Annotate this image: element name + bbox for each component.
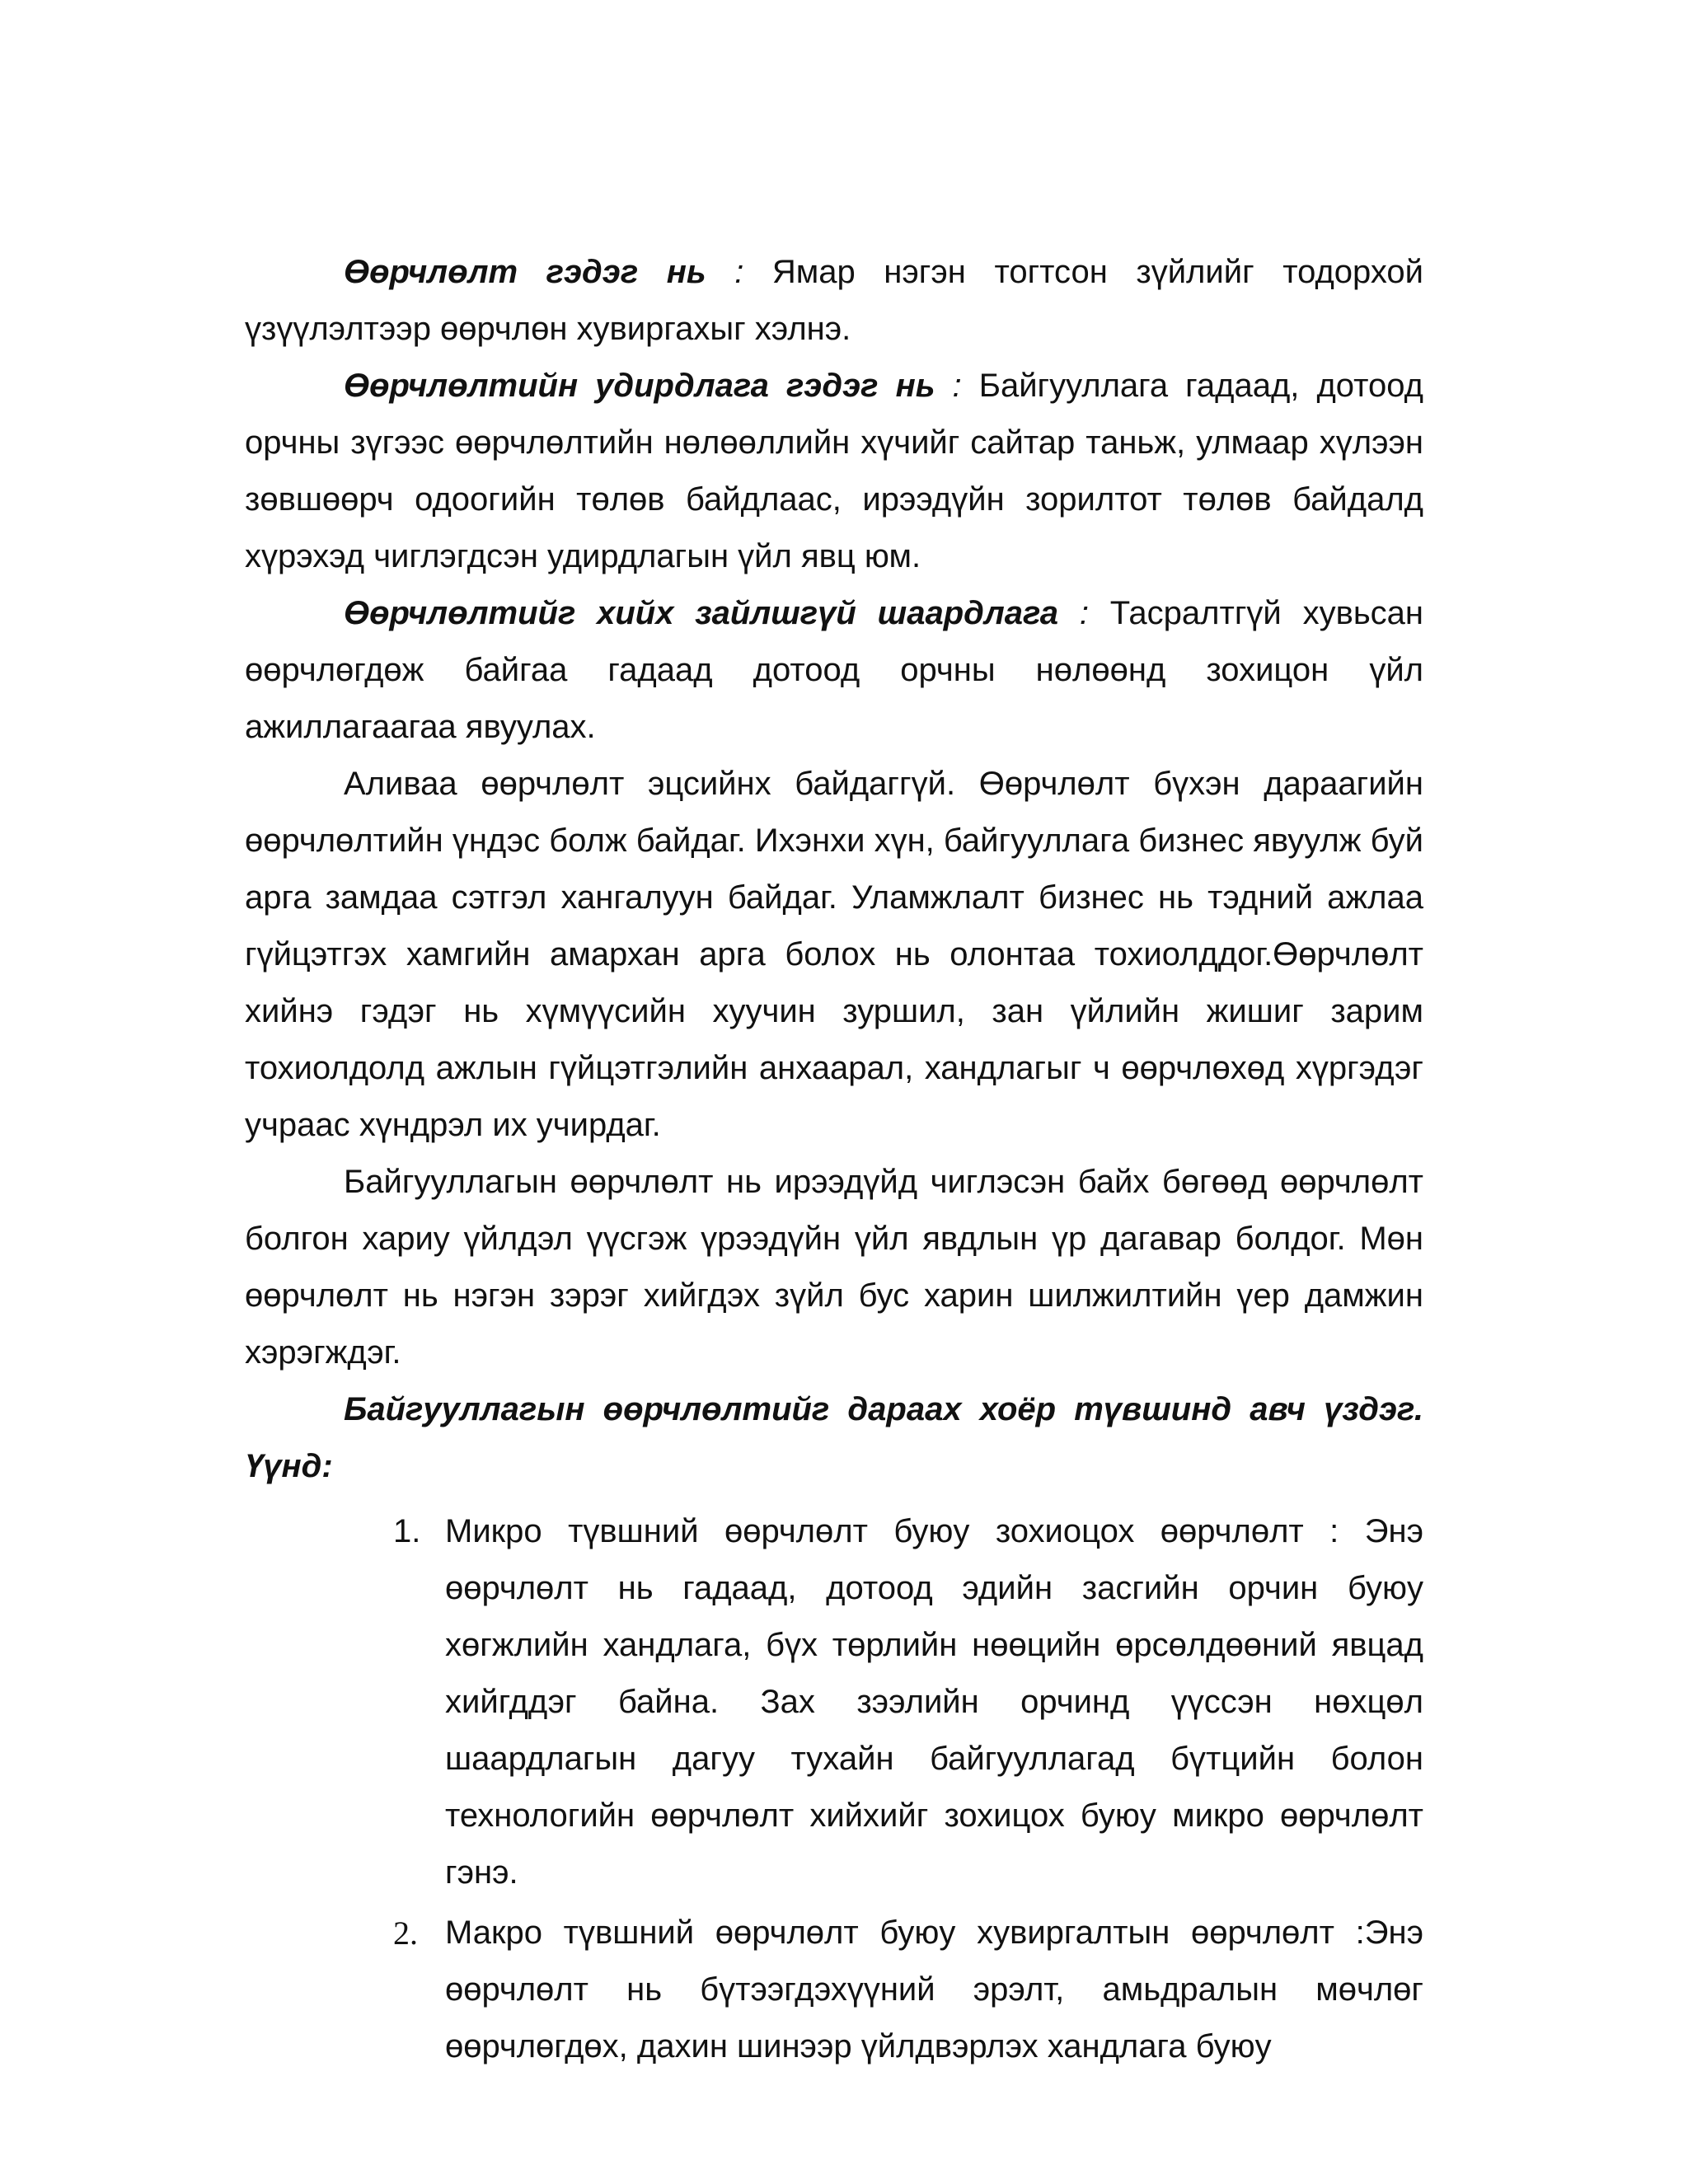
- definition-paragraph-change: [245, 244, 1423, 358]
- body-paragraph: Байгууллагын өөрчлөлт нь ирээдүйд чиглэсэн байх бөгөөд өөрчлөлт болгон хариу үйлдэл үүсгэж үрээдүйн үйл явдлын үр дагавар болдог. Мөн өөрчлөлт нь нэгэн зэрэг хийгдэх зүйл бус харин шилжилтийн үер дамжин хэрэгждэг.: [245, 1164, 1423, 1371]
- list-item-number: 1.: [393, 1513, 421, 1549]
- definition-text: Ямар нэгэн тогтсон зүйлийг тодорхой үзүүлэлтээр өөрчлөн хувиргахыг хэлнэ.: [245, 254, 1423, 347]
- body-paragraph: Аливаа өөрчлөлт эцсийнх байдаггүй. Өөрчлөлт бүхэн дараагийн өөрчлөлтийн үндэс болж байдаг. Ихэнхи хүн, байгууллага бизнес явуулж буй арга замдаа сэтгэл хангалуун байдаг. Уламжлалт бизнес нь тэдний ажлаа гүйцэтгэх хамгийн амархан арга болох нь олонтаа тохиолддог.Өөрчлөлт хийнэ гэдэг нь хүмүүсийн хуучин зуршил, зан үйлийн жишиг зарим тохиолдолд ажлын гүйцэтгэлийн анхаарал, хандлагыг ч өөрчлөхөд хүргэдэг учраас хүндрэл их учирдаг.: [245, 766, 1423, 1143]
- definition-paragraph-necessity: [245, 585, 1423, 756]
- term-colon: :: [706, 254, 772, 290]
- definition-text: Байгууллага гадаад, дотоод орчны зүгээс өөрчлөлтийн нөлөөллийн хүчийг сайтар таньж, улмаар хүлээн зөвшөөрч одоогийн төлөв байдлаас, ирээдүйн зорилтот төлөв байдалд хүрэхэд чиглэгдсэн удирдлагын үйл явц юм.: [245, 368, 1424, 574]
- list-item-text: Микро түвшний өөрчлөлт буюу зохиоцох өөрчлөлт : Энэ өөрчлөлт нь гадаад, дотоод эдийн засгийн орчин буюу хөгжлийн хандлага, бүх төрлийн нөөцийн өрсөлдөөний явцад хийгддэг байна. Зах зээлийн орчинд үүссэн нөхцөл шаардлагын дагуу тухайн байгууллагад бүтцийн болон технологийн өөрчлөлт хийхийг зохицох буюу микро өөрчлөлт гэнэ.: [445, 1513, 1423, 1891]
- term-colon: :: [1058, 595, 1110, 631]
- definition-text: Тасралтгүй хувьсан өөрчлөгдөж байгаа гадаад дотоод орчны нөлөөнд зохицон үйл ажиллагаагаа явуулах.: [245, 595, 1423, 745]
- document-body: [245, 244, 1423, 2079]
- term-necessity: Өөрчлөлтийг хийх зайлшгүй шаардлага: [344, 595, 1059, 631]
- numbered-list: [245, 1503, 1423, 2075]
- list-item: [245, 1503, 1423, 1901]
- section-heading: Байгууллагын өөрчлөлтийг дараах хоёр түвшинд авч үздэг. Үүнд:: [245, 1391, 1423, 1484]
- term-colon: :: [935, 368, 979, 404]
- list-item-text: Макро түвшний өөрчлөлт буюу хувиргалтын өөрчлөлт :Энэ өөрчлөлт нь бүтээгдэхүүний эрэлт, амьдралын мөчлөг өөрчлөгдөх, дахин шинээр үйлдвэрлэх хандлага буюу: [445, 1915, 1423, 2064]
- list-item: [245, 1905, 1423, 2075]
- term-change: Өөрчлөлт гэдэг нь: [344, 254, 706, 290]
- list-item-number: 2.: [393, 1915, 418, 1952]
- term-change-management: Өөрчлөлтийн удирдлага гэдэг нь: [344, 368, 935, 404]
- definition-paragraph-change-management: [245, 358, 1423, 585]
